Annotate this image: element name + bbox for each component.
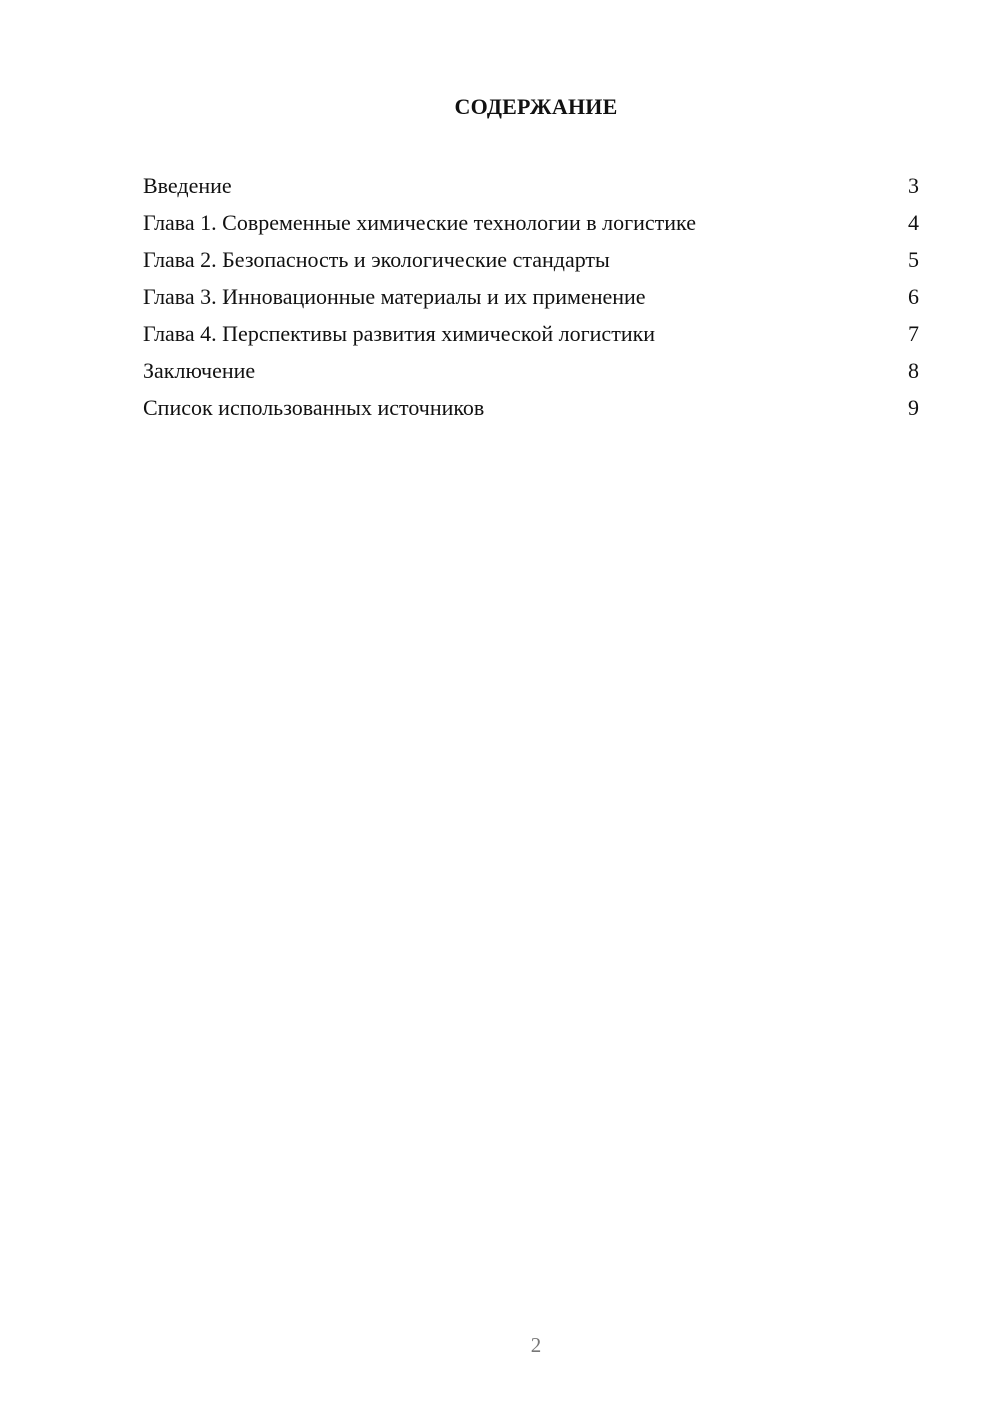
toc-entry-references bbox=[143, 389, 919, 426]
toc-entry-label: Глава 2. Безопасность и экологические стандарты bbox=[143, 247, 610, 272]
toc-entry-label: Глава 4. Перспективы развития химической логистики bbox=[143, 321, 656, 346]
page-number: 2 bbox=[530, 1333, 542, 1357]
toc-entry-label: Заключение bbox=[143, 358, 256, 383]
toc-entry-chapter-2 bbox=[143, 241, 919, 278]
toc-entry-page: 9 bbox=[908, 395, 919, 420]
toc-entry-chapter-4 bbox=[143, 315, 919, 352]
toc-entry-label: Глава 1. Современные химические технологии в логистике bbox=[143, 210, 696, 235]
toc-entry-chapter-3 bbox=[143, 278, 919, 315]
toc-entry-page: 3 bbox=[908, 173, 919, 198]
toc-entry-label: Список использованных источников bbox=[143, 395, 485, 420]
toc-entry-page: 4 bbox=[908, 210, 919, 235]
toc-entry-introduction bbox=[143, 167, 919, 204]
toc-entry-page: 5 bbox=[908, 247, 919, 272]
toc-entry-page: 8 bbox=[908, 358, 919, 383]
toc-entry-label: Введение bbox=[143, 173, 232, 198]
toc-entry-conclusion bbox=[143, 352, 919, 389]
toc-entry-page: 7 bbox=[908, 321, 919, 346]
toc-entry-label: Глава 3. Инновационные материалы и их применение bbox=[143, 284, 646, 309]
toc-entry-chapter-1 bbox=[143, 204, 919, 241]
table-of-contents bbox=[143, 167, 919, 426]
toc-entry-page: 6 bbox=[908, 284, 919, 309]
toc-title: СОДЕРЖАНИЕ bbox=[454, 94, 618, 119]
